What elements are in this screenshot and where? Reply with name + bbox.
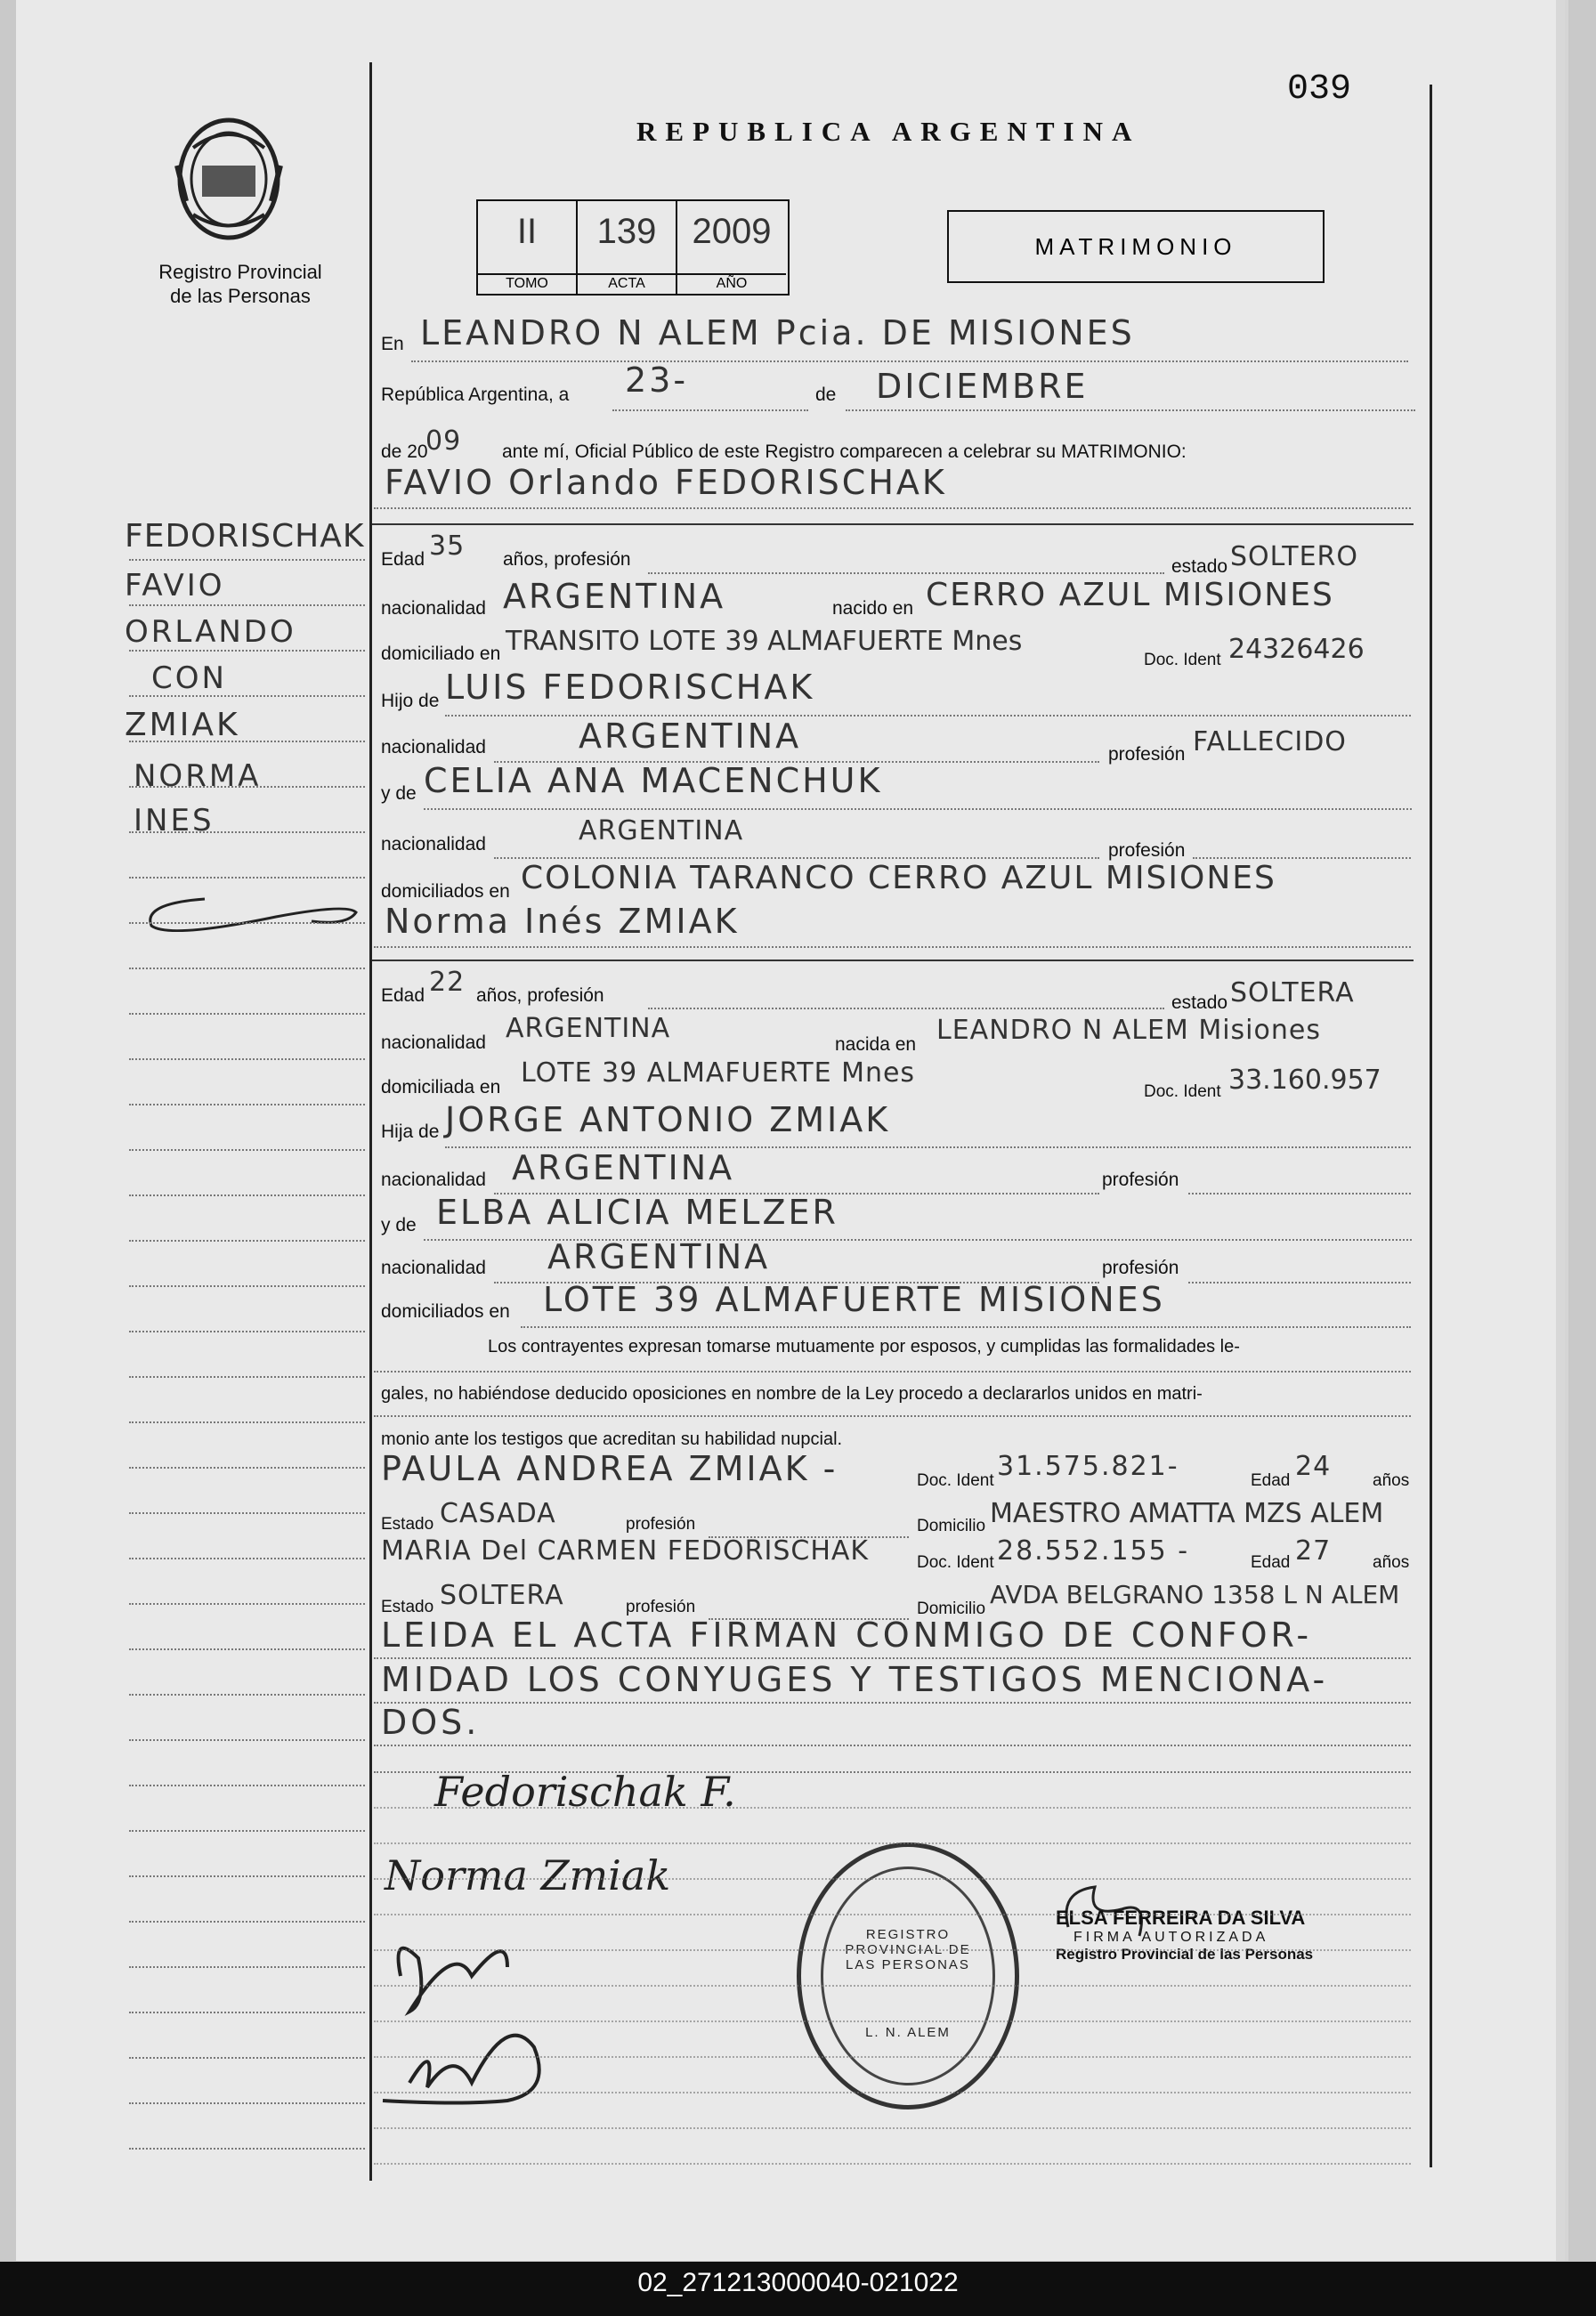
witness2-dom: AVDA BELGRANO 1358 L N ALEM [990,1580,1400,1609]
witness2-estado: SOLTERA [440,1580,564,1611]
groom-father-prof: FALLECIDO [1193,726,1347,757]
dotline [1193,857,1411,859]
witness2-prof-label: profesión [626,1598,696,1616]
acta-label: ACTA [578,273,676,292]
groom-hijo-label: Hijo de [381,691,440,711]
bride-nac-label: nacionalidad [381,1032,486,1053]
dotline [1188,1282,1411,1284]
dotline [374,507,1411,509]
body-ruled-line [374,2056,1411,2058]
margin-ruled-line [129,1058,365,1060]
groom-doc: 24326426 [1228,634,1365,665]
stamp-text: REGISTRO PROVINCIAL DE LAS PERSONAS [845,1927,971,1972]
witness1-edad-label: Edad [1251,1471,1291,1490]
witness1-dom-label: Domicilio [917,1517,986,1535]
year-suffix-label: ante mí, Oficial Público de este Registro comparecen a celebrar su MATRIMONIO: [502,441,1187,462]
closing-line2: MIDAD LOS CONYUGES Y TESTIGOS MENCIONA- [381,1660,1329,1699]
country-title: REPUBLICA ARGENTINA [636,116,1141,147]
margin-ruled-line [129,1104,365,1105]
bride-edad-label: Edad [381,985,425,1006]
margin-note-3: ORLANDO [125,614,296,650]
margin-ruled-line [129,1194,365,1196]
groom-father: LUIS FEDORISCHAK [445,668,815,707]
witness2-edad-label: Edad [1251,1553,1291,1572]
acta-value: 139 [596,212,657,251]
groom-doc-label: Doc. Ident [1144,651,1221,669]
groom-mother-prof-label: profesión [1108,840,1186,861]
declaration-line2: gales, no habiéndose deducido oposiciones en nombre de la Ley procedo a declararlos unidos en matri- [381,1384,1203,1404]
witness2-estado-label: Estado [381,1598,434,1616]
dotline [648,1008,1164,1009]
margin-note-4: CON [151,660,227,696]
margin-signature-icon [134,881,365,943]
bride-estado-label: estado [1171,992,1228,1013]
body-ruled-line [374,2163,1411,2165]
registry-label [134,260,347,308]
groom-fullname: FAVIO Orlando FEDORISCHAK [385,463,947,502]
closing-line1: LEIDA EL ACTA FIRMAN CONMIGO DE CONFOR- [381,1616,1313,1655]
margin-note-5: ZMIAK [125,707,240,743]
dotline [521,1326,1411,1328]
margin-ruled-line [129,604,365,606]
de-label: de [815,385,837,405]
body-ruled-line [374,2127,1411,2129]
body-ruled-line [374,1914,1411,1915]
margin-ruled-line [129,1376,365,1378]
margin-ruled-line [129,2057,365,2059]
anio-value: 2009 [692,212,772,251]
margin-ruled-line [129,1966,365,1968]
acta-cell [578,201,677,294]
body-ruled-line [374,2092,1411,2093]
margin-ruled-line [129,650,365,652]
witness1-edad: 24 [1295,1451,1332,1482]
bride-father-nac-label: nacionalidad [381,1170,486,1190]
bride-nac: ARGENTINA [506,1013,671,1044]
bride-nacida: LEANDRO N ALEM Misiones [936,1015,1321,1046]
groom-yde-label: y de [381,783,417,804]
anio-cell [677,201,786,294]
witness1-prof-label: profesión [626,1515,696,1534]
province-seal-icon [166,112,291,246]
dotline [374,946,1411,948]
margin-note-7: INES [134,803,215,838]
day-value: 23- [625,360,689,400]
margin-ruled-line [129,695,365,697]
bride-doc-label: Doc. Ident [1144,1082,1221,1101]
declaration-line1: Los contrayentes expresan tomarse mutuamente por esposos, y cumplidas las formalidades le- [488,1337,1240,1356]
groom-dom-label: domiciliado en [381,644,501,664]
section-divider [372,523,1414,525]
groom-estado-label: estado [1171,556,1228,577]
margin-ruled-line [129,1785,365,1786]
tomo-acta-year-table [476,199,790,296]
witness1-doc-label: Doc. Ident [917,1471,994,1490]
bride-nacida-label: nacida en [835,1034,917,1055]
groom-father-nac-label: nacionalidad [381,737,486,757]
witness1-estado-label: Estado [381,1515,434,1534]
tomo-value: II [516,212,538,251]
bride-fullname: Norma Inés ZMIAK [385,902,740,941]
bride-prof-label: años, profesión [476,985,604,1006]
margin-ruled-line [129,877,365,879]
stamp-inner-ring [821,1867,995,2085]
act-type-box: MATRIMONIO [947,210,1325,283]
groom-mother: CELIA ANA MACENCHUK [424,761,883,800]
groom-mother-nac: ARGENTINA [579,815,744,846]
place-value: LEANDRO N ALEM Pcia. DE MISIONES [420,313,1135,352]
bride-yde-label: y de [381,1215,417,1235]
month-value: DICIEMBRE [876,367,1089,406]
groom-mother-nac-label: nacionalidad [381,834,486,854]
witness2-doc: 28.552.155 - [997,1535,1190,1567]
bride-mother-nac: ARGENTINA [547,1237,771,1276]
bride-father-nac: ARGENTINA [512,1148,735,1187]
bride-father: JORGE ANTONIO ZMIAK [445,1100,891,1139]
registry-label-line1: Registro Provincial [158,261,322,283]
declaration-line3: monio ante los testigos que acreditan su habilidad nupcial. [381,1429,843,1449]
body-ruled-line [374,2020,1411,2022]
groom-estado: SOLTERO [1230,541,1358,572]
witness1-dom: MAESTRO AMATTA MZS ALEM [990,1498,1384,1529]
witness2-doc-label: Doc. Ident [917,1553,994,1572]
margin-ruled-line [129,741,365,742]
groom-parents-dom: COLONIA TARANCO CERRO AZUL MISIONES [521,860,1276,896]
page-number: 039 [1287,69,1352,109]
witness2-name: MARIA Del CARMEN FEDORISCHAK [381,1535,870,1567]
bride-signature: Norma Zmiak [385,1851,671,1899]
left-margin-line [369,62,372,2181]
official-stamp [797,1842,1019,2110]
margin-ruled-line [129,1421,365,1423]
margin-ruled-line [129,1921,365,1923]
year-value: 09 [425,425,462,457]
margin-ruled-line [129,559,365,561]
dotline [1188,1193,1411,1194]
groom-parents-dom-label: domiciliados en [381,881,510,902]
groom-edad: 35 [429,530,466,562]
margin-ruled-line [129,2012,365,2013]
margin-ruled-line [129,2102,365,2104]
witness1-estado: CASADA [440,1498,556,1529]
closing-line3: DOS. [381,1703,481,1742]
dotline [424,808,1412,810]
bride-parents-dom-label: domiciliados en [381,1301,510,1322]
margin-ruled-line [129,1149,365,1151]
body-ruled-line [374,1878,1411,1880]
bride-dom: LOTE 39 ALMAFUERTE Mnes [521,1057,916,1089]
groom-edad-label: Edad [381,549,425,570]
page-edge [1556,0,1565,2261]
margin-ruled-line [129,1013,365,1015]
bride-mother: ELBA ALICIA MELZER [436,1193,839,1232]
bride-edad: 22 [429,967,466,998]
groom-father-nac: ARGENTINA [579,717,802,756]
officer-role: FIRMA AUTORIZADA [1073,1930,1269,1945]
margin-ruled-line [129,1558,365,1559]
margin-note-2: FAVIO [125,568,225,603]
witness1-name: PAULA ANDREA ZMIAK - [381,1449,839,1488]
margin-note-1: FEDORISCHAK [125,518,365,555]
margin-ruled-line [129,968,365,969]
witness1-anios-label: años [1373,1471,1410,1490]
margin-ruled-line [129,2148,365,2150]
groom-prof-label: años, profesión [503,549,631,570]
witness2-anios-label: años [1373,1553,1410,1572]
margin-ruled-line [129,922,365,924]
dotline [374,1657,1411,1659]
officer-name: ELSA FERREIRA DA SILVA [1056,1907,1306,1929]
witness2-edad: 27 [1295,1535,1332,1567]
republica-label: República Argentina, a [381,385,570,405]
dotline [411,360,1408,362]
groom-nac: ARGENTINA [503,577,726,616]
margin-ruled-line [129,1285,365,1287]
dotline [374,1415,1411,1417]
margin-ruled-line [129,1603,365,1605]
bride-parents-dom: LOTE 39 ALMAFUERTE MISIONES [543,1280,1165,1319]
bride-dom-label: domiciliada en [381,1077,501,1097]
tomo-label: TOMO [478,273,576,292]
margin-ruled-line [129,786,365,788]
margin-ruled-line [129,1830,365,1832]
groom-father-prof-label: profesión [1108,744,1186,765]
en-label: En [381,334,404,354]
groom-nacido-label: nacido en [832,598,914,619]
groom-dom: TRANSITO LOTE 39 ALMAFUERTE Mnes [506,626,1023,657]
witness2-dom-label: Domicilio [917,1599,986,1618]
registry-label-line2: de las Personas [170,285,311,307]
margin-note-6: NORMA [134,758,262,794]
body-ruled-line [374,1807,1411,1809]
margin-ruled-line [129,1694,365,1696]
margin-ruled-line [129,1648,365,1650]
dotline [374,1371,1411,1373]
groom-signature: Fedorischak F. [434,1768,736,1816]
officer-org: Registro Provincial de las Personas [1056,1946,1314,1963]
body-ruled-line [374,1985,1411,1987]
margin-ruled-line [129,1467,365,1469]
dotline [374,1702,1411,1704]
right-margin-line [1430,85,1432,2167]
bride-estado: SOLTERA [1230,977,1355,1008]
bride-doc: 33.160.957 [1228,1065,1381,1096]
dotline [612,409,808,411]
witness1-doc: 31.575.821- [997,1451,1179,1482]
dotline [494,857,1099,859]
year-prefix-label: de 20 [381,441,428,462]
margin-ruled-line [129,1331,365,1332]
groom-nac-label: nacionalidad [381,598,486,619]
tomo-cell [478,201,578,294]
bride-mother-prof-label: profesión [1102,1258,1179,1278]
dotline [648,572,1164,574]
bride-hija-label: Hija de [381,1122,440,1142]
margin-ruled-line [129,1739,365,1741]
margin-ruled-line [129,1512,365,1514]
groom-nacido: CERRO AZUL MISIONES [926,577,1334,613]
margin-ruled-line [129,1240,365,1242]
margin-ruled-line [129,831,365,833]
anio-label: AÑO [677,273,786,292]
footer-filename: 02_271213000040-021022 [637,2268,959,2297]
dotline [846,409,1415,411]
section-divider [372,960,1414,961]
margin-ruled-line [129,1875,365,1877]
body-ruled-line [374,1949,1411,1951]
body-ruled-line [374,1842,1411,1844]
bride-mother-nac-label: nacionalidad [381,1258,486,1278]
dotline [374,1745,1411,1746]
bride-father-prof-label: profesión [1102,1170,1179,1190]
witness-signatures-icon [374,1905,587,2110]
stamp-sub: L. N. ALEM [865,2025,951,2040]
